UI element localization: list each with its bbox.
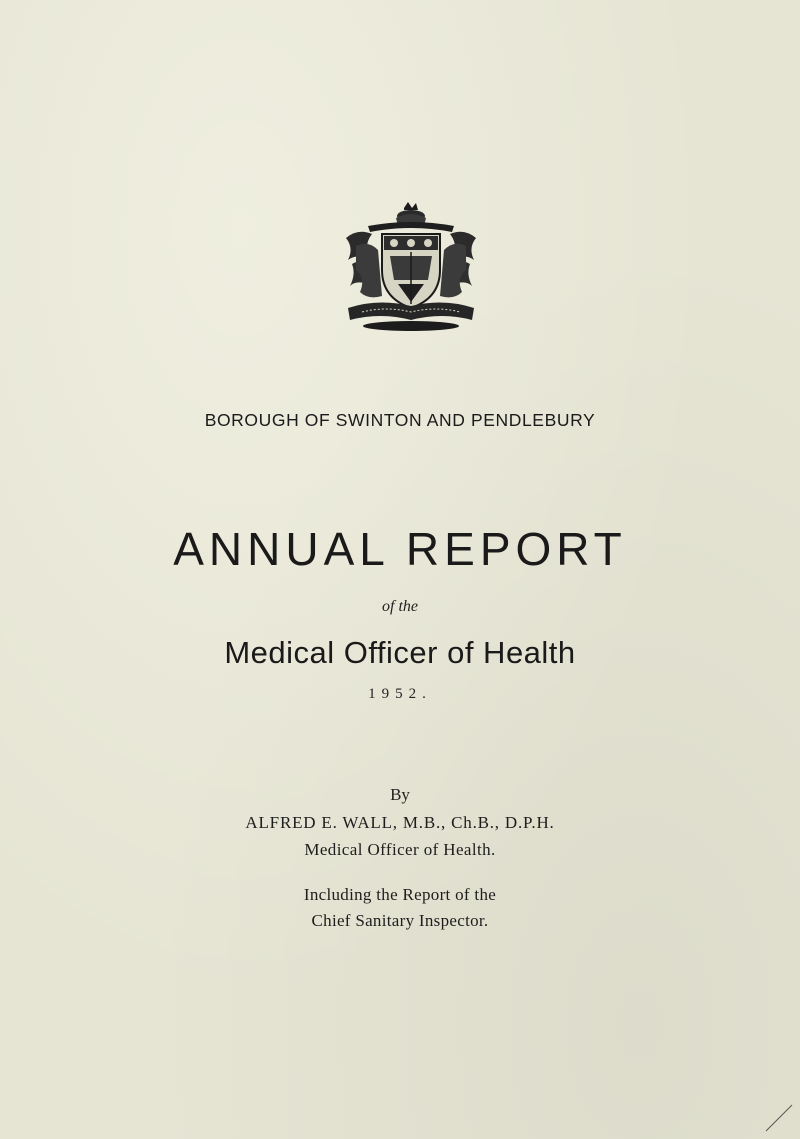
corner-pencil-mark-icon <box>764 1103 794 1133</box>
including-note-line-2: Chief Sanitary Inspector. <box>311 911 489 930</box>
report-year: 1952. <box>368 686 432 702</box>
author-name: ALFRED E. WALL, M.B., Ch.B., D.P.H. <box>245 813 555 832</box>
coat-of-arms-icon <box>338 200 484 334</box>
of-the-text: of the <box>382 598 418 615</box>
borough-heading: BOROUGH OF SWINTON AND PENDLEBURY <box>204 410 596 430</box>
by-text: By <box>390 785 410 804</box>
author-role: Medical Officer of Health. <box>304 840 496 859</box>
including-note-line-1: Including the Report of the <box>303 885 497 904</box>
report-subtitle: Medical Officer of Health <box>224 635 576 670</box>
report-title: ANNUAL REPORT <box>173 523 627 575</box>
